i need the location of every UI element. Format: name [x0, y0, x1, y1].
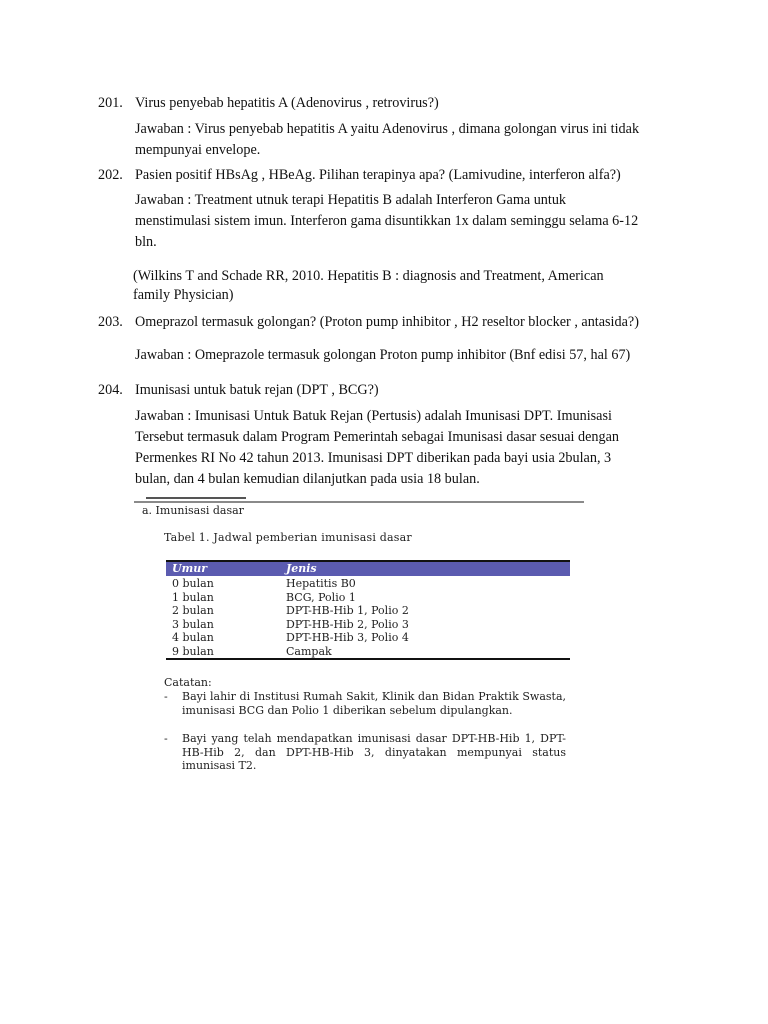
table-caption: Tabel 1. Jadwal pemberian imunisasi dasar	[164, 531, 412, 544]
cell-umur: 3 bulan	[172, 617, 214, 631]
notes-title: Catatan:	[164, 676, 212, 689]
section-heading: a. Imunisasi dasar	[142, 504, 244, 517]
answer-line: Tersebut termasuk dalam Program Pemerintah sebagai Imunisasi dasar sesuai dengan	[135, 429, 619, 445]
answer-line: bulan, dan 4 bulan kemudian dilanjutkan pada usia 18 bulan.	[135, 471, 480, 487]
cell-jenis: DPT-HB-Hib 1, Polio 2	[286, 604, 409, 617]
cell-jenis: Hepatitis B0	[286, 577, 356, 590]
header-umur: Umur	[166, 561, 280, 576]
question-number: 203.	[98, 314, 123, 330]
question-number: 204.	[98, 382, 123, 398]
cell-umur: 1 bulan	[172, 590, 214, 604]
table-row	[166, 631, 570, 645]
cropped-heading-remnant	[146, 494, 266, 500]
reference-line: (Wilkins T and Schade RR, 2010. Hepatitis B : diagnosis and Treatment, American	[133, 268, 604, 284]
immunization-schedule-table	[166, 560, 570, 660]
table-row	[166, 576, 570, 591]
question-text: Pasien positif HBsAg , HBeAg. Pilihan terapinya apa? (Lamivudine, interferon alfa?)	[135, 167, 621, 183]
table-row	[166, 645, 570, 660]
note-item	[164, 690, 566, 717]
question-text: Omeprazol termasuk golongan? (Proton pump inhibitor , H2 reseltor blocker , antasida?)	[135, 314, 639, 330]
answer-line: menstimulasi sistem imun. Interferon gama disuntikkan 1x dalam seminggu selama 6-12	[135, 213, 639, 229]
cell-umur: 2 bulan	[172, 604, 214, 617]
table-row	[166, 604, 570, 618]
cell-umur: 4 bulan	[172, 631, 214, 644]
divider-line	[134, 501, 584, 503]
table-header-row	[166, 561, 570, 576]
question-text: Virus penyebab hepatitis A (Adenovirus , retrovirus?)	[135, 95, 439, 111]
reference-202	[133, 267, 678, 305]
embedded-immunization-image	[134, 500, 584, 782]
answer-line: bln.	[135, 234, 157, 250]
reference-line: family Physician)	[133, 287, 234, 303]
cell-umur: 9 bulan	[172, 644, 214, 658]
answer-201	[135, 119, 680, 161]
header-jenis: Jenis	[280, 561, 570, 576]
answer-202	[135, 190, 680, 253]
answer-line: mempunyai envelope.	[135, 142, 261, 158]
answer-line: Permenkes RI No 42 tahun 2013. Imunisasi DPT diberikan pada bayi usia 2bulan, 3	[135, 450, 612, 466]
question-number: 202.	[98, 167, 123, 183]
cell-umur: 0 bulan	[172, 577, 214, 590]
question-text: Imunisasi untuk batuk rejan (DPT , BCG?)	[135, 382, 379, 398]
question-number: 201.	[98, 95, 123, 111]
answer-line: Jawaban : Virus penyebab hepatitis A yaitu Adenovirus , dimana golongan virus ini tidak	[135, 121, 640, 137]
cell-jenis: DPT-HB-Hib 2, Polio 3	[286, 617, 409, 631]
answer-line: Jawaban : Treatment utnuk terapi Hepatitis B adalah Interferon Gama untuk	[135, 192, 567, 208]
cell-jenis: BCG, Polio 1	[286, 590, 356, 604]
answer-203	[135, 345, 680, 366]
note-text: Bayi yang telah mendapatkan imunisasi dasar DPT-HB-Hib 1, DPT-HB-Hib 2, dan DPT-HB-Hib 3, dinyatakan mempunyai status imunisasi T2.	[182, 732, 566, 772]
answer-line: Jawaban : Imunisasi Untuk Batuk Rejan (Pertusis) adalah Imunisasi DPT. Imunisasi	[135, 408, 612, 424]
cell-jenis: DPT-HB-Hib 3, Polio 4	[286, 631, 409, 644]
table-row	[166, 591, 570, 605]
cell-jenis: Campak	[286, 644, 332, 658]
note-dash: -	[164, 732, 168, 745]
answer-204	[135, 406, 680, 490]
note-dash: -	[164, 690, 168, 703]
table-row	[166, 618, 570, 632]
note-text: Bayi lahir di Institusi Rumah Sakit, Klinik dan Bidan Praktik Swasta, imunisasi BCG dan Polio 1 diberikan sebelum dipulangkan.	[182, 690, 566, 717]
answer-line: Jawaban : Omeprazole termasuk golongan Proton pump inhibitor (Bnf edisi 57, hal 67)	[135, 347, 631, 363]
note-item	[164, 732, 566, 773]
